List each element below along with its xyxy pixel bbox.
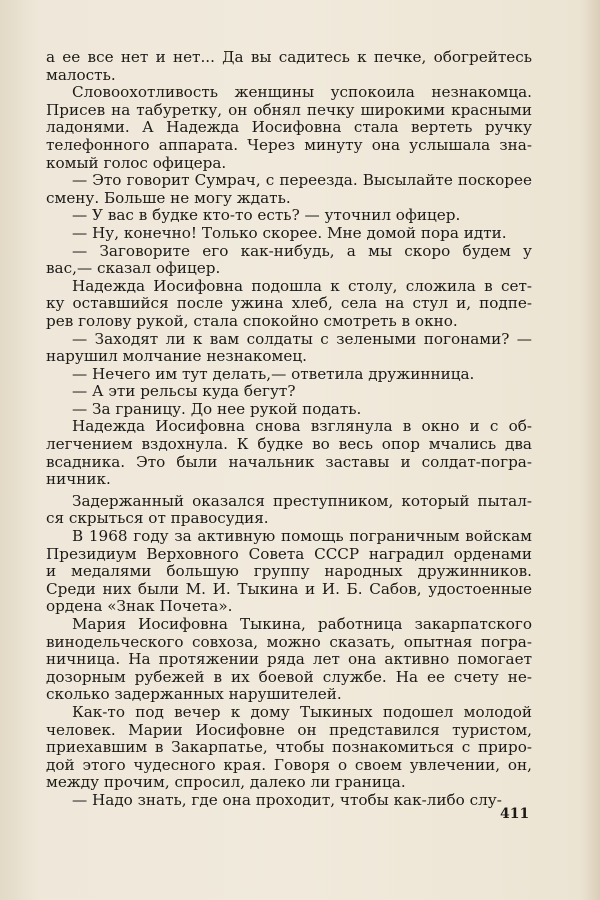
text-line: комый голос офицера. — [46, 153, 227, 172]
text-line: ся скрыться от правосудия. — [46, 509, 269, 528]
text-line: Задержанный оказался преступником, который пытал- — [72, 491, 532, 510]
text-line: — Нечего им тут делать,— ответила дружинница. — [72, 364, 475, 383]
text-line: дой этого чудесного края. Говоря о своем увлечении, он, — [46, 755, 532, 774]
page-number: 411 — [500, 806, 530, 822]
paragraph — [46, 49, 532, 84]
text-line: Мария Иосифовна Тыкина, работница закарпатского — [72, 615, 532, 633]
text-line: Надежда Иосифовна снова взглянула в окно и с об- — [72, 417, 532, 436]
paragraph — [46, 366, 532, 384]
text-line: — Ну, конечно! Только скорее. Мне домой пора идти. — [72, 223, 507, 242]
text-line: между прочим, спросил, далеко ли граница. — [46, 773, 406, 792]
text-line: В 1968 году за активную помощь пограничным войскам — [72, 527, 532, 546]
text-line: — Заговорите его как-нибудь, а мы скоро будем у — [72, 241, 532, 260]
paragraph — [46, 493, 532, 528]
paragraph — [46, 528, 532, 616]
text-line: — Это говорит Сумрач, с переезда. Высылайте поскорее — [72, 171, 532, 190]
paragraph — [46, 331, 532, 366]
text-line: ордена «Знак Почета». — [46, 597, 233, 616]
paragraph — [46, 704, 532, 792]
paragraph — [46, 401, 532, 419]
paragraph — [46, 418, 532, 488]
text-line: ничница. На протяжении ряда лет она активно помогает — [46, 650, 532, 669]
text-line: рев голову рукой, стала спокойно смотреть в окно. — [46, 311, 458, 330]
text-line: — Заходят ли к вам солдаты с зелеными погонами? — — [72, 329, 532, 348]
text-line: человек. Марии Иосифовне он представился туристом, — [46, 720, 532, 739]
text-line: Словоохотливость женщины успокоила незнакомца. — [72, 83, 532, 102]
text-line: ку оставшийся после ужина хлеб, села на стул и, подпе- — [46, 294, 532, 313]
text-line: винодельческого совхоза, можно сказать, опытная погра- — [46, 632, 532, 651]
text-line: нарушил молчание незнакомец. — [46, 347, 307, 366]
text-line: вас,— сказал офицер. — [46, 259, 221, 278]
text-line: дозорным рубежей в их боевой службе. На ее счету не- — [46, 667, 532, 686]
text-line: всадника. Это были начальник заставы и солдат-погра- — [46, 452, 532, 471]
text-line: приехавшим в Закарпатье, чтобы познакомиться с приро- — [46, 738, 532, 757]
body-text — [46, 49, 532, 810]
text-line: малость. — [46, 65, 116, 84]
paragraph — [46, 616, 532, 704]
text-line: сколько задержанных нарушителей. — [46, 685, 342, 704]
text-line: смену. Больше не могу ждать. — [46, 188, 291, 207]
text-line: Присев на табуретку, он обнял печку широкими красными — [46, 100, 532, 119]
text-line: — У вас в будке кто-то есть? — уточнил офицер. — [72, 206, 461, 225]
text-line: Надежда Иосифовна подошла к столу, сложила в сет- — [72, 276, 532, 295]
text-line: легчением вздохнула. К будке во весь опор мчались два — [46, 435, 532, 454]
paragraph — [46, 792, 532, 810]
paragraph — [46, 172, 532, 207]
text-line: ничник. — [46, 470, 111, 489]
text-line: — За границу. До нее рукой подать. — [72, 399, 362, 418]
text-line: Президиум Верховного Совета СССР наградил орденами — [46, 544, 532, 563]
paragraph — [46, 383, 532, 401]
paragraph — [46, 84, 532, 172]
text-line: — А эти рельсы куда бегут? — [72, 382, 296, 401]
paragraph — [46, 225, 532, 243]
text-line: Среди них были М. И. Тыкина и И. Б. Сабов, удостоенные — [46, 579, 532, 598]
paragraph — [46, 207, 532, 225]
text-line: и медалями большую группу народных дружинников. — [46, 562, 532, 581]
paragraph — [46, 278, 532, 331]
text-line: ладонями. А Надежда Иосифовна стала вертеть ручку — [46, 118, 532, 137]
text-line: — Надо знать, где она проходит, чтобы как-либо слу- — [72, 790, 502, 809]
text-line: а ее все нет и нет... Да вы садитесь к печке, обогрейтесь — [46, 48, 532, 66]
text-line: Как-то под вечер к дому Тыкиных подошел молодой — [72, 702, 532, 721]
paragraph — [46, 243, 532, 278]
text-line: телефонного аппарата. Через минуту она услышала зна- — [46, 135, 532, 154]
